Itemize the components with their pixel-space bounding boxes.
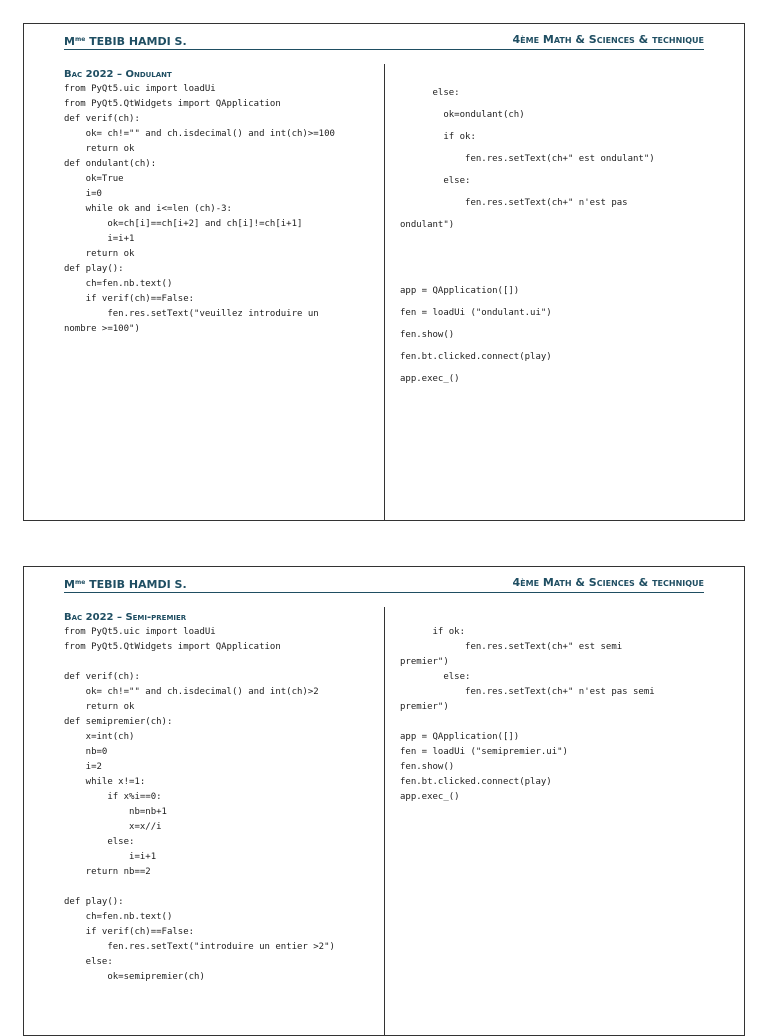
right-column bbox=[400, 67, 730, 390]
page-header bbox=[64, 32, 704, 50]
column-divider bbox=[384, 64, 385, 520]
page-card bbox=[23, 23, 745, 521]
page-header bbox=[64, 575, 704, 593]
code-block-right: if ok: fen.res.setText(ch+" est semi premier") else: fen.res.setText(ch+" n'est pas semi premier") app = QApplication([]) fen = loadUi ("semipremier.ui") fen.show() fen.bt.clicked.connect(play) app.exec_() bbox=[400, 627, 655, 802]
code-block-left: from PyQt5.uic import loadUi from PyQt5.QtWidgets import QApplication def verif(ch): ok= ch!="" and ch.isdecimal() and int(ch)>2 return ok def semipremier(ch): x=int(ch) nb=0 i=2 while x!=1: if x%i==0: nb=nb+1 x=x//i else: i=i+1 return nb==2 def play(): ch=fen.nb.text() if verif(ch)==False: fen.res.setText("introduire un entier >2") else: ok=semipremier(ch) bbox=[64, 627, 335, 982]
page-card bbox=[23, 566, 745, 1036]
right-column bbox=[400, 610, 730, 805]
column-divider bbox=[384, 607, 385, 1035]
author-name: $M^{me}$ TEBIB HAMDI S. bbox=[64, 578, 187, 591]
left-column bbox=[64, 67, 379, 337]
class-label: 4ème Math & Sciences & technique bbox=[512, 576, 704, 589]
exercise-title: Bac 2022 – Semi-premier bbox=[64, 612, 187, 623]
code-block-left: from PyQt5.uic import loadUi from PyQt5.QtWidgets import QApplication def verif(ch): ok= ch!="" and ch.isdecimal() and int(ch)>=100 return ok def ondulant(ch): ok=True i=0 while ok and i<=len (ch)-3: ok=ch[i]==ch[i+2] and ch[i]!=ch[i+1] i=i+1 return ok def play(): ch=fen.nb.text() if verif(ch)==False: fen.res.setText("veuillez introduire un nombre >=100") bbox=[64, 84, 335, 334]
exercise-title: Bac 2022 – Ondulant bbox=[64, 69, 172, 80]
class-label: 4ème Math & Sciences & technique bbox=[512, 33, 704, 46]
code-block-right: else: ok=ondulant(ch) if ok: fen.res.setText(ch+" est ondulant") else: fen.res.setText(ch+" n'est pas ondulant") app = QApplication([]) fen = loadUi ("ondulant.ui") fen.show() fen.bt.clicked.connect(play) app.exec_() bbox=[400, 88, 655, 384]
author-name: $M^{me}$ TEBIB HAMDI S. bbox=[64, 35, 187, 48]
left-column bbox=[64, 610, 379, 985]
